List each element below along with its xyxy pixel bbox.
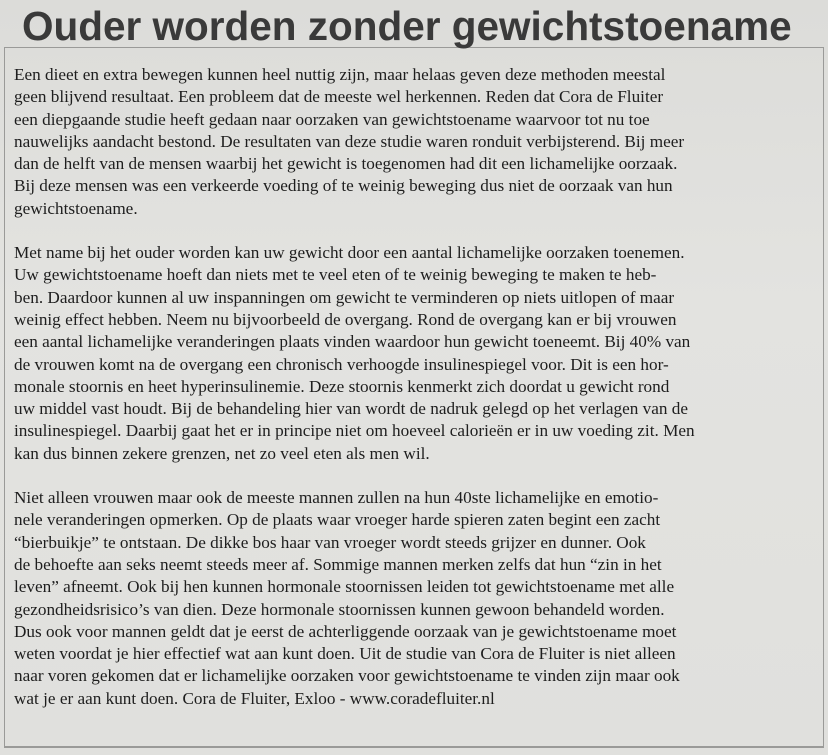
- text-line: Een dieet en extra bewegen kunnen heel nuttig zijn, maar helaas geven deze methoden meestal: [14, 65, 666, 84]
- text-line: Met name bij het ouder worden kan uw gewicht door een aantal lichamelijke oorzaken toenemen.: [14, 243, 685, 263]
- text-line: Dus ook voor mannen geldt dat je eerst de achterliggende oorzaak van je gewichtstoename moet: [14, 621, 677, 641]
- text-line: monale stoornis en heet hyperinsulinemie. Deze stoornis kenmerkt zich doordat u gewicht rond: [14, 376, 670, 396]
- text-line: leven” afneemt. Ook bij hen kunnen hormonale stoornissen leiden tot gewichtstoename met alle: [14, 577, 675, 597]
- text-line: een diepgaande studie heeft gedaan naar oorzaken van gewichtstoename waarvoor tot nu toe: [14, 109, 650, 129]
- paragraph-spacer: [14, 220, 814, 242]
- text-line: gezondheidsrisico’s van dien. Deze hormonale stoornissen kunnen gewoon behandeld worden.: [14, 599, 665, 619]
- text-line: Uw gewichtstoename hoeft dan niets met te veel eten of te weinig beweging te maken te heb-: [14, 265, 657, 285]
- text-line: weten voordat je hier effectief wat aan kunt doen. Uit de studie van Cora de Fluiter is niet alleen: [14, 644, 676, 664]
- text-line: naar voren gekomen dat er lichamelijke oorzaken voor gewichtstoename te vinden zijn maar ook: [14, 666, 680, 686]
- text-line: dan de helft van de mensen waarbij het gewicht is toegenomen had dit een lichamelijke oorzaak.: [14, 154, 678, 174]
- paragraph-1: [14, 64, 814, 220]
- text-line: geen blijvend resultaat. Een probleem dat de meeste wel herkennen. Reden dat Cora de Fluiter: [14, 87, 664, 107]
- text-line: nauwelijks aandacht bestond. De resultaten van deze studie waren ronduit verbijsterend. Bij meer: [14, 131, 685, 151]
- text-line: wat je er aan kunt doen. Cora de Fluiter, Exloo - www.coradefluiter.nl: [14, 688, 495, 708]
- text-line: nele veranderingen opmerken. Op de plaats waar vroeger harde spieren zaten begint een zacht: [14, 510, 661, 530]
- bottom-divider: [4, 747, 824, 748]
- text-line: “bierbuikje” te ontstaan. De dikke bos haar van vroeger wordt steeds grijzer en dunner. Ook: [14, 532, 646, 552]
- article-body: [14, 64, 814, 710]
- paragraph-spacer: [14, 465, 814, 487]
- text-line: de behoefte aan seks neemt steeds meer af. Sommige mannen merken zelfs dat hun “zin in het: [14, 554, 662, 574]
- article-title: Ouder worden zonder gewichtstoename: [22, 3, 792, 49]
- text-line: uw middel vast houdt. Bij de behandeling hier van wordt de nadruk gelegd op het verlagen van de: [14, 399, 688, 419]
- text-line: een aantal lichamelijke veranderingen plaats vinden waardoor hun gewicht toeneemt. Bij 40% van: [14, 332, 691, 352]
- text-line: gewichtstoename.: [14, 198, 138, 218]
- text-line: ben. Daardoor kunnen al uw inspanningen om gewicht te verminderen op niets uitlopen of maar: [14, 287, 675, 307]
- text-line: Bij deze mensen was een verkeerde voeding of te weinig beweging dus niet de oorzaak van hun: [14, 176, 673, 196]
- text-line: Niet alleen vrouwen maar ook de meeste mannen zullen na hun 40ste lichamelijke en emotio-: [14, 488, 659, 508]
- text-line: insulinespiegel. Daarbij gaat het er in principe niet om hoeveel calorieën er in uw voeding zit. Men: [14, 421, 695, 441]
- text-line: weinig effect hebben. Neem nu bijvoorbeeld de overgang. Rond de overgang kan er bij vrouwen: [14, 309, 677, 329]
- paragraph-2: [14, 242, 814, 465]
- text-line: de vrouwen komt na de overgang een chronisch verhoogde insulinespiegel voor. Dit is een hor-: [14, 354, 669, 374]
- text-line: kan dus binnen zekere grenzen, net zo veel eten als men wil.: [14, 443, 430, 463]
- paragraph-3: [14, 487, 814, 710]
